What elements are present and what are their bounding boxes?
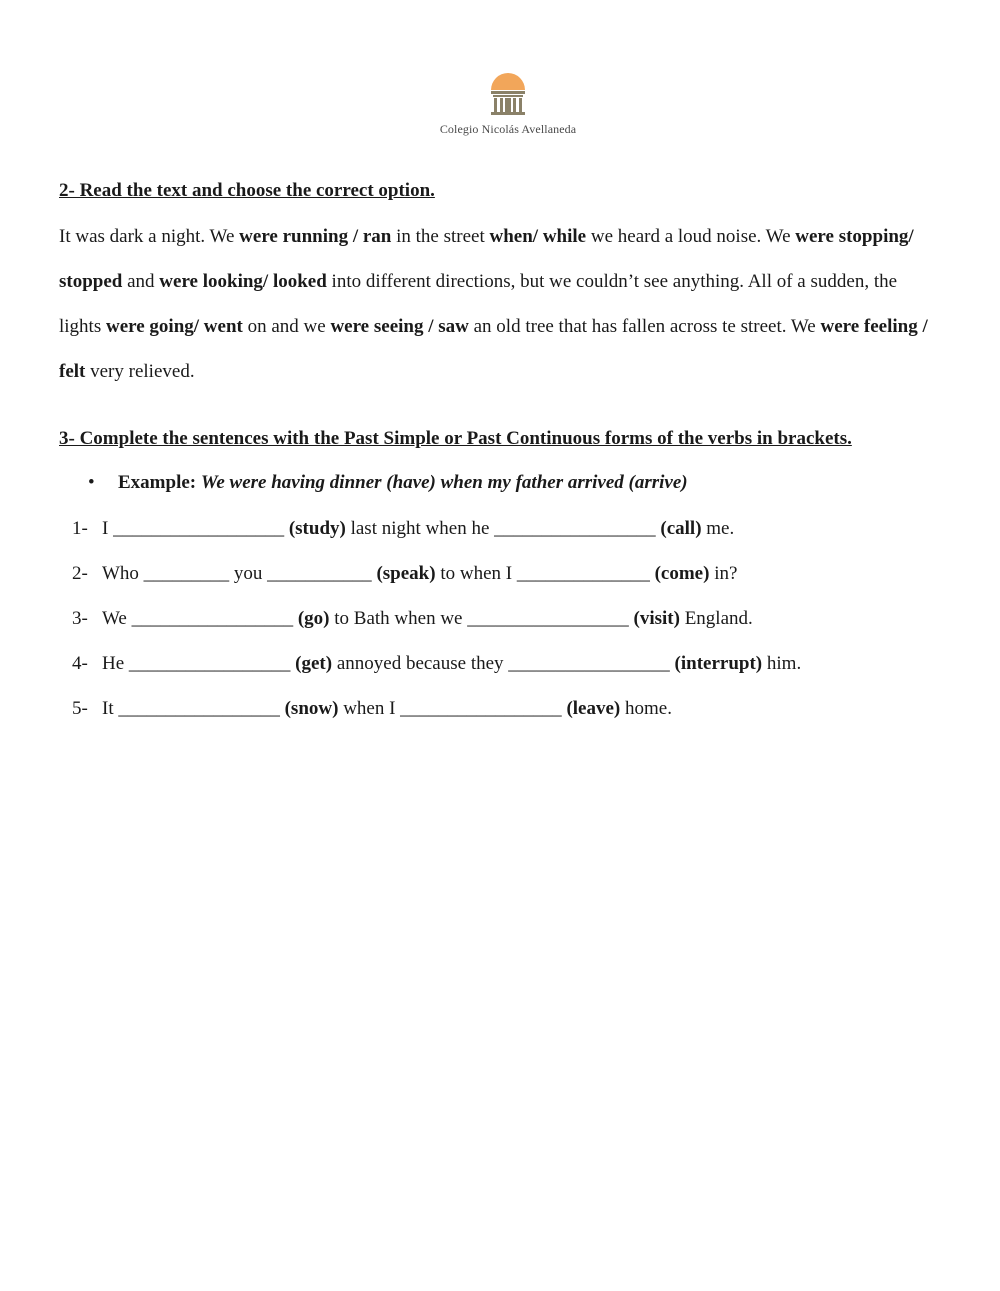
paragraph-bold-text: were running / ran [239, 226, 392, 247]
item-text: Who _________ you ___________ [102, 563, 377, 584]
example-item [88, 472, 688, 494]
paragraph-bold-text: were going/ went [105, 316, 243, 337]
paragraph-line [59, 226, 914, 248]
item-bold-text: (interrupt) [674, 653, 763, 674]
paragraph-bold-text: stopped [59, 271, 123, 292]
item-text: England. [679, 608, 753, 629]
paragraph-text: very relieved. [85, 361, 195, 382]
item-text: in? [709, 563, 738, 584]
item-text: to Bath when we _________________ [329, 608, 634, 629]
item-bold-text: (leave) [566, 698, 621, 719]
item-text: last night when he _________________ [345, 518, 661, 539]
item-text: when I _________________ [338, 698, 567, 719]
item-text: He _________________ [102, 653, 296, 674]
section-3-title: 3- Complete the sentences with the Past Simple or Past Continuous forms of the verbs in brackets. [59, 428, 852, 449]
paragraph-line [59, 361, 195, 383]
item-bold-text: (call) [660, 518, 702, 539]
item-number: 2- [72, 563, 88, 584]
paragraph-bold-text: were looking/ looked [159, 271, 327, 292]
school-logo-icon [490, 70, 526, 116]
paragraph-text: on and we [242, 316, 331, 337]
item-text: We _________________ [102, 608, 298, 629]
exercise-item [72, 563, 737, 585]
school-name: Colegio Nicolás Avellaneda [439, 122, 577, 136]
item-bold-text: (speak) [376, 563, 436, 584]
item-bold-text: (come) [654, 563, 710, 584]
paragraph-line [59, 316, 928, 338]
item-number: 3- [72, 608, 88, 629]
school-header [0, 70, 1000, 137]
paragraph-text: It was dark a night. We [59, 226, 240, 247]
paragraph-text: an old tree that has fallen across te street. We [468, 316, 821, 337]
paragraph-bold-text: were stopping/ [795, 226, 914, 247]
item-number: 4- [72, 653, 88, 674]
exercise-item [72, 608, 753, 630]
paragraph-text: we heard a loud noise. We [586, 226, 796, 247]
paragraph-line [59, 271, 897, 293]
bullet-icon: • [88, 472, 95, 493]
item-text: I __________________ [102, 518, 289, 539]
section-2-title: 2- Read the text and choose the correct option. [59, 180, 435, 201]
item-text: to when I ______________ [435, 563, 655, 584]
item-text: home. [620, 698, 672, 719]
exercise-item [72, 653, 801, 675]
paragraph-bold-text: were feeling / [820, 316, 928, 337]
paragraph-text: in the street [391, 226, 490, 247]
example-label: Example: [118, 472, 197, 493]
item-bold-text: (visit) [633, 608, 680, 629]
item-number: 5- [72, 698, 88, 719]
item-bold-text: (study) [288, 518, 346, 539]
paragraph-bold-text: were seeing / saw [330, 316, 469, 337]
paragraph-bold-text: felt [59, 361, 86, 382]
item-number: 1- [72, 518, 88, 539]
paragraph-bold-text: when/ while [489, 226, 587, 247]
item-bold-text: (snow) [284, 698, 339, 719]
exercise-item [72, 518, 734, 540]
item-text: him. [762, 653, 802, 674]
item-text: It _________________ [102, 698, 285, 719]
item-bold-text: (get) [295, 653, 333, 674]
exercise-item [72, 698, 672, 720]
item-bold-text: (go) [297, 608, 330, 629]
paragraph-text: and [122, 271, 160, 292]
item-text: annoyed because they _________________ [332, 653, 675, 674]
item-text: me. [701, 518, 735, 539]
paragraph-text: lights [59, 316, 106, 337]
paragraph-text: into different directions, but we couldn’t see anything. All of a sudden, the [326, 271, 898, 292]
example-text: We were having dinner (have) when my father arrived (arrive) [200, 472, 688, 493]
